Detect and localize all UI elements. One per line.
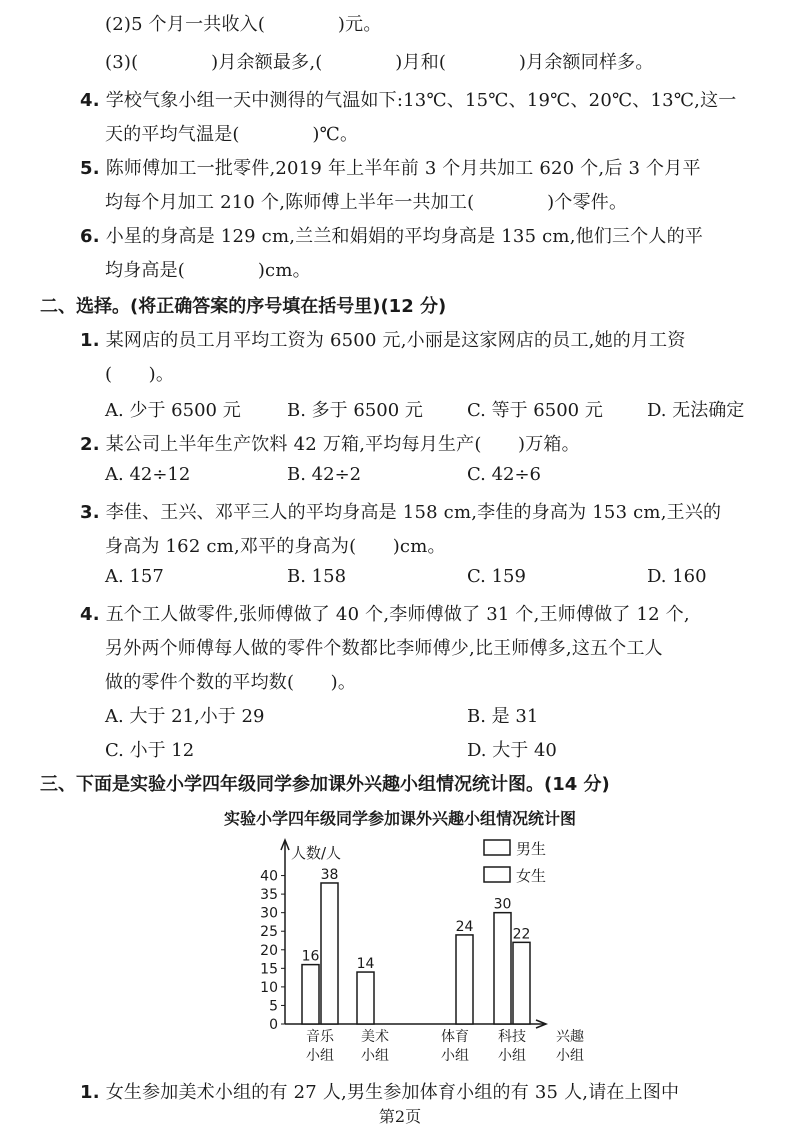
category-label: 小组: [441, 1048, 469, 1064]
data-label: 24: [455, 918, 474, 935]
question-6-cont: 均身高是( )cm。: [105, 260, 311, 281]
choice-2: 2. 某公司上半年生产饮料 42 万箱,平均每月生产( )万箱。: [80, 434, 580, 455]
bar-男生-1: [357, 972, 374, 1024]
legend-swatch: [484, 867, 510, 882]
y-tick-label: 10: [260, 979, 278, 996]
choice-4: 4. 五个工人做零件,张师傅做了 40 个,李师傅做了 31 个,王师傅做了 12 个,: [80, 604, 690, 625]
question-4: 4. 学校气象小组一天中测得的气温如下:13℃、15℃、19℃、20℃、13℃,这一: [80, 90, 737, 111]
bar-chart: [0, 832, 800, 1077]
legend-label: 女生: [516, 867, 547, 885]
fill-item-3: (3)( )月余额最多,( )月和( )月余额同样多。: [105, 52, 654, 73]
bar-男生-0: [302, 965, 319, 1024]
choice-3-option-d: D. 160: [647, 566, 707, 587]
choice-2-option-b: B. 42÷2: [287, 464, 362, 485]
y-tick-label: 5: [269, 998, 278, 1015]
y-tick-label: 30: [260, 905, 278, 922]
legend-swatch: [484, 840, 510, 855]
data-label: 30: [493, 896, 512, 913]
choice-2-option-c: C. 42÷6: [467, 464, 542, 485]
question-4-cont: 天的平均气温是( )℃。: [105, 124, 359, 145]
fill-item-2: (2)5 个月一共收入( )元。: [105, 14, 382, 35]
x-axis-label: 小组: [556, 1048, 584, 1064]
section-2-title: 二、选择。(将正确答案的序号填在括号里)(12 分): [40, 296, 447, 317]
choice-3-option-a: A. 157: [105, 566, 164, 587]
choice-3-option-c: C. 159: [467, 566, 526, 587]
choice-1: 1. 某网店的员工月平均工资为 6500 元,小丽是这家网店的员工,她的月工资: [80, 330, 686, 351]
category-label: 小组: [498, 1048, 526, 1064]
choice-4-option-b: B. 是 31: [467, 706, 539, 727]
page-number: 第2页: [378, 1107, 422, 1126]
data-label: 14: [356, 956, 375, 973]
x-axis-label: 兴趣: [556, 1029, 584, 1045]
choice-1-option-a: A. 少于 6500 元: [105, 400, 241, 421]
y-tick-label: 35: [260, 887, 278, 904]
question-5-cont: 均每个月加工 210 个,陈师傅上半年一共加工( )个零件。: [105, 192, 628, 213]
sub-question-1: 1. 女生参加美术小组的有 27 人,男生参加体育小组的有 35 人,请在上图中: [80, 1082, 680, 1103]
y-tick-label: 25: [260, 924, 278, 941]
choice-1-blank: ( )。: [105, 364, 175, 385]
y-axis-label: 人数/人: [291, 844, 342, 862]
category-label: 音乐: [306, 1029, 334, 1045]
choice-3: 3. 李佳、王兴、邓平三人的平均身高是 158 cm,李佳的身高为 153 cm,王兴的: [80, 502, 722, 523]
section-3-title: 三、下面是实验小学四年级同学参加课外兴趣小组情况统计图。(14 分): [40, 774, 610, 795]
category-label: 科技: [498, 1029, 526, 1045]
choice-4-option-a: A. 大于 21,小于 29: [105, 706, 265, 727]
y-tick-label: 15: [260, 961, 278, 978]
choice-2-option-a: A. 42÷12: [105, 464, 191, 485]
data-label: 38: [320, 866, 339, 883]
data-label: 16: [301, 948, 320, 965]
bar-男生-3: [494, 913, 511, 1024]
choice-3-cont: 身高为 162 cm,邓平的身高为( )cm。: [105, 536, 446, 557]
choice-1-option-b: B. 多于 6500 元: [287, 400, 423, 421]
y-tick-label: 40: [260, 868, 278, 885]
legend-label: 男生: [516, 840, 547, 858]
category-label: 美术: [361, 1029, 389, 1045]
bar-女生-2: [456, 935, 473, 1024]
question-6: 6. 小星的身高是 129 cm,兰兰和娟娟的平均身高是 135 cm,他们三个人的平: [80, 226, 704, 247]
y-tick-label: 0: [269, 1017, 278, 1033]
category-label: 体育: [441, 1029, 469, 1045]
category-label: 小组: [306, 1048, 334, 1064]
bar-女生-0: [321, 883, 338, 1024]
category-label: 小组: [361, 1048, 389, 1064]
choice-4-cont-2: 做的零件个数的平均数( )。: [105, 672, 357, 693]
y-tick-label: 20: [260, 942, 278, 959]
choice-4-option-c: C. 小于 12: [105, 740, 195, 761]
bar-女生-3: [513, 942, 530, 1024]
choice-1-option-c: C. 等于 6500 元: [467, 400, 603, 421]
data-label: 22: [512, 926, 531, 943]
choice-4-cont-1: 另外两个师傅每人做的零件个数都比李师傅少,比王师傅多,这五个工人: [105, 638, 663, 659]
choice-4-option-d: D. 大于 40: [467, 740, 557, 761]
question-5: 5. 陈师傅加工一批零件,2019 年上半年前 3 个月共加工 620 个,后 3 个月平: [80, 158, 701, 179]
choice-1-option-d: D. 无法确定: [647, 400, 745, 421]
choice-3-option-b: B. 158: [287, 566, 347, 587]
chart-title: 实验小学四年级同学参加课外兴趣小组情况统计图: [223, 809, 576, 828]
